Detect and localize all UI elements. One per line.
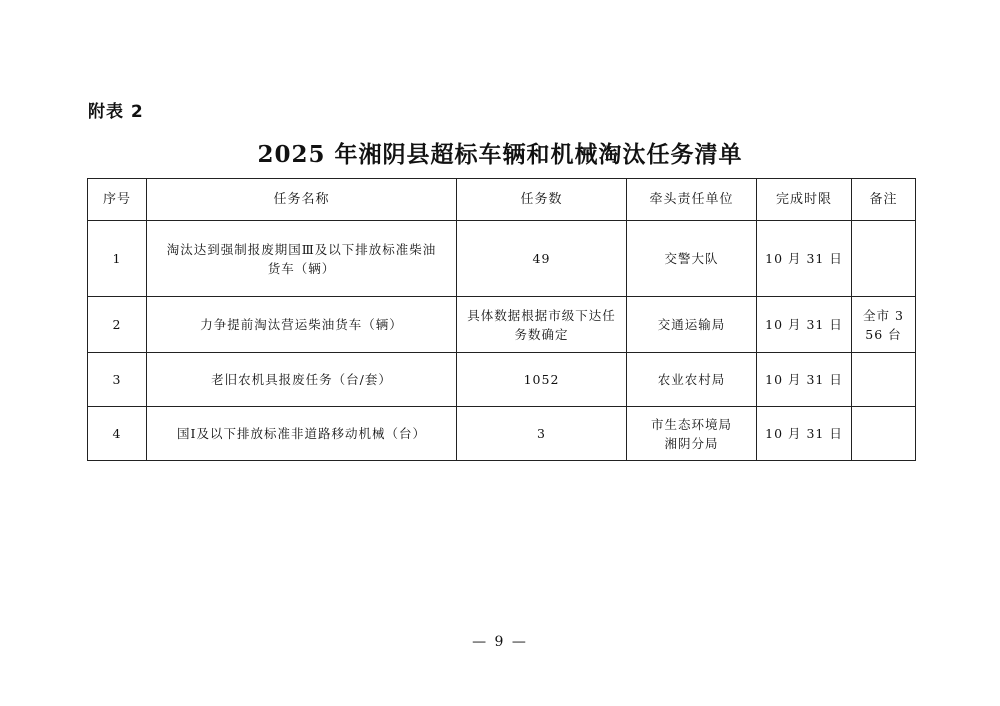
cell-remark	[852, 221, 916, 297]
cell-deadline: 10 月 31 日	[757, 221, 852, 297]
cell-task-name: 老旧农机具报废任务（台/套）	[147, 353, 457, 407]
header-task-name: 任务名称	[147, 179, 457, 221]
cell-task-name: 淘汰达到强制报废期国Ⅲ及以下排放标准柴油货车（辆）	[147, 221, 457, 297]
cell-seq: 4	[88, 407, 147, 461]
header-remark: 备注	[852, 179, 916, 221]
cell-task-name: 力争提前淘汰营运柴油货车（辆）	[147, 297, 457, 353]
cell-lead-unit: 交警大队	[627, 221, 757, 297]
cell-seq: 1	[88, 221, 147, 297]
table-row	[88, 297, 916, 353]
table-row	[88, 221, 916, 297]
task-table	[87, 178, 916, 461]
header-seq: 序号	[88, 179, 147, 221]
page-number: — 9 —	[472, 634, 528, 650]
document-title: 2025 年湘阴县超标车辆和机械淘汰任务清单	[257, 141, 743, 168]
cell-lead-unit: 交通运输局	[627, 297, 757, 353]
cell-deadline: 10 月 31 日	[757, 407, 852, 461]
cell-remark	[852, 353, 916, 407]
attachment-label: 附表 2	[88, 102, 144, 122]
cell-task-count: 具体数据根据市级下达任务数确定	[457, 297, 627, 353]
cell-lead-unit: 市生态环境局湘阴分局	[627, 407, 757, 461]
cell-remark	[852, 407, 916, 461]
cell-remark: 全市 356 台	[852, 297, 916, 353]
table-row	[88, 353, 916, 407]
cell-seq: 2	[88, 297, 147, 353]
header-lead-unit: 牵头责任单位	[627, 179, 757, 221]
table-row	[88, 407, 916, 461]
cell-task-count: 3	[457, 407, 627, 461]
header-task-count: 任务数	[457, 179, 627, 221]
cell-deadline: 10 月 31 日	[757, 353, 852, 407]
cell-lead-unit: 农业农村局	[627, 353, 757, 407]
header-deadline: 完成时限	[757, 179, 852, 221]
cell-task-count: 1052	[457, 353, 627, 407]
cell-seq: 3	[88, 353, 147, 407]
table-header-row	[88, 179, 916, 221]
cell-task-name: 国Ⅰ及以下排放标准非道路移动机械（台）	[147, 407, 457, 461]
cell-deadline: 10 月 31 日	[757, 297, 852, 353]
cell-task-count: 49	[457, 221, 627, 297]
